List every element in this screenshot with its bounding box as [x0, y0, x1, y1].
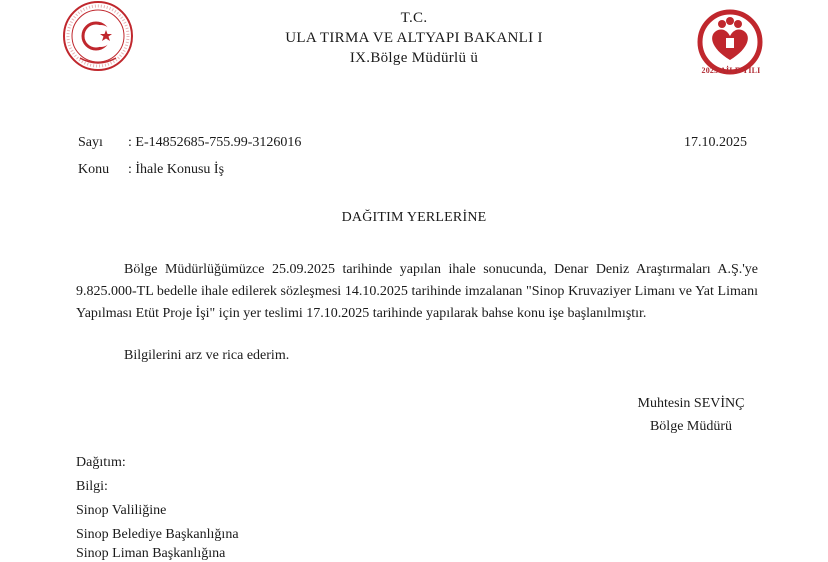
header-ministry: ULA TIRMA VE ALTYAPI BAKANLI I [285, 30, 543, 46]
konu-value: : İhale Konusu İş [128, 162, 225, 177]
dagitim-label: Dağıtım: [76, 455, 126, 470]
header-tc: T.C. [400, 10, 428, 26]
signer-title: Bölge Müdürü [649, 419, 733, 434]
year-caption: 2025 AİLE YILI [701, 66, 761, 75]
list-item: Sinop Belediye Başkanlığına [76, 527, 239, 542]
list-item: Sinop Liman Başkanlığına [76, 546, 226, 561]
document-date: 17.10.2025 [684, 135, 747, 150]
konu-label: Konu [78, 162, 110, 177]
signer-name: Muhtesin SEVİNÇ [637, 396, 745, 411]
closing-line: Bilgilerini arz ve rica ederim. [124, 348, 290, 363]
bilgi-label: Bilgi: [76, 479, 108, 494]
list-item: Sinop Valiliğine [76, 503, 167, 518]
body-paragraph: Bölge Müdürlüğümüzce 25.09.2025 tarihinde yapılan ihale sonucunda, Denar Deniz Araştırmaları A.Ş.'ye 9.825.000-TL bedelle ihale edilerek sözleşmesi 14.10.2025 tarihinde imzalanan "Sinop Kruvaziyer Limanı ve Yat Limanı Yapılması Etüt Proje İşi" için yer teslimi 17.10.2025 tarihinde yapılarak bahse konu işe başlanılmıştır. [76, 262, 758, 321]
sayi-label: Sayı [78, 135, 103, 150]
sayi-value: : E-14852685-755.99-3126016 [128, 135, 302, 150]
distribution-title: DAĞITIM YERLERİNE [341, 210, 487, 225]
header-directorate: IX.Bölge Müdürlü ü [349, 50, 479, 66]
